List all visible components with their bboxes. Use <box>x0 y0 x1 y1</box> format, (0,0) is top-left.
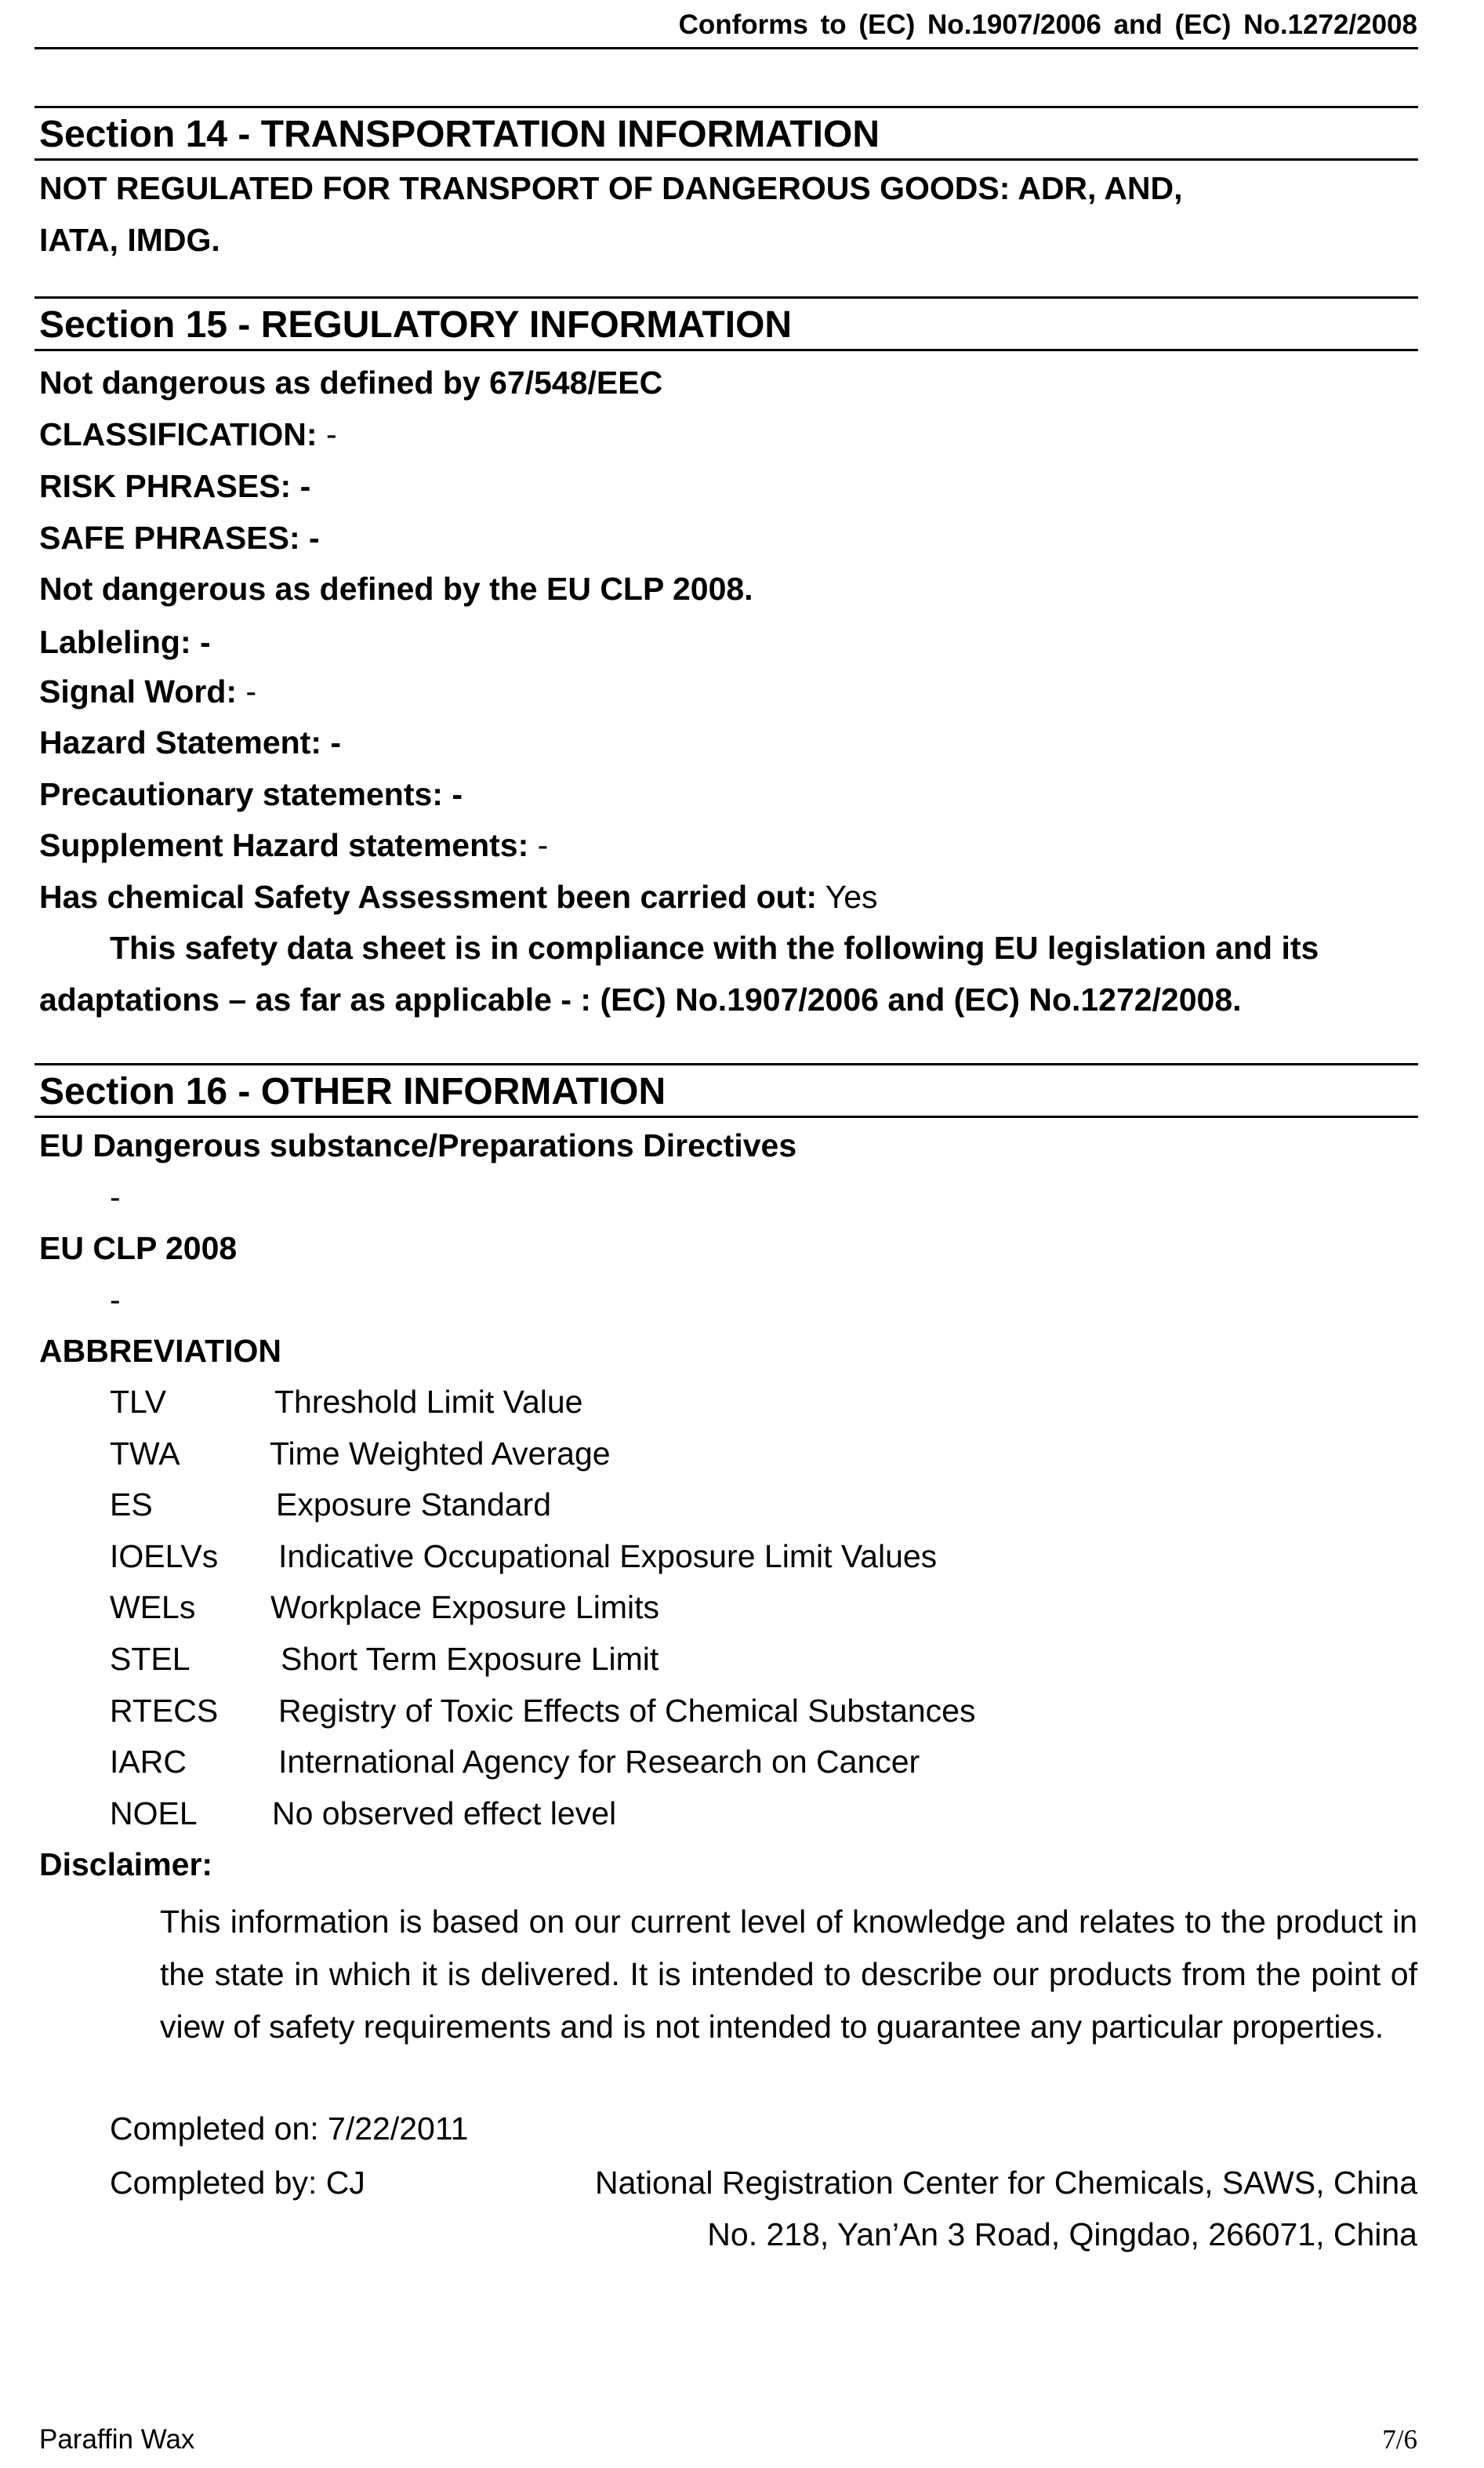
abbr-value: Threshold Limit Value <box>274 1384 583 1420</box>
section15-bottom-rule <box>34 349 1418 351</box>
section15-top-rule <box>34 296 1418 299</box>
section14-bottom-rule <box>34 158 1418 161</box>
abbr-value: Exposure Standard <box>276 1486 552 1523</box>
section16-bottom-rule <box>34 1116 1418 1118</box>
disclaimer-text: This information is based on our current level of knowledge and relates to the product in the state in which it is delivered. It is intended to describe our products from the point of view of safety requirements and is not intended to guarantee any particular properties. <box>160 1904 1417 2045</box>
compliance-line1: This safety data sheet is in compliance with the following EU legislation and its <box>110 930 1319 966</box>
footer-page-number: 7/6 <box>1382 2424 1417 2455</box>
section15-title: Section 15 - REGULATORY INFORMATION <box>39 304 793 346</box>
section16-top-rule <box>34 1063 1418 1065</box>
abbreviation-heading: ABBREVIATION <box>39 1333 282 1369</box>
center-address: No. 218, Yan’An 3 Road, Qingdao, 266071, China <box>707 2216 1417 2252</box>
not-dangerous-clp: Not dangerous as defined by the EU CLP 2008. <box>39 571 753 607</box>
abbr-value: No observed effect level <box>272 1795 617 1831</box>
classification-value: - <box>317 416 337 452</box>
section14-top-rule <box>34 106 1418 108</box>
abbr-value: Time Weighted Average <box>270 1435 611 1472</box>
conformity-header: Conforms to (EC) No.1907/2006 and (EC) No.1272/2008 <box>678 9 1417 40</box>
header-rule <box>34 47 1418 49</box>
not-dangerous-eec: Not dangerous as defined by 67/548/EEC <box>39 365 663 401</box>
eu-clp-value: - <box>110 1282 121 1318</box>
labeling: Lableling: - <box>39 624 211 660</box>
eu-clp: EU CLP 2008 <box>39 1230 238 1266</box>
assessment-value: Yes <box>817 879 878 915</box>
classification-line <box>39 416 337 453</box>
assessment-label: Has chemical Safety Assessment been carried out: <box>39 879 818 915</box>
abbr-value: Short Term Exposure Limit <box>281 1641 659 1677</box>
center-name: National Registration Center for Chemicals, SAWS, China <box>595 2165 1417 2201</box>
abbr-key: IARC <box>110 1744 187 1780</box>
compliance-line2: adaptations – as far as applicable - : (EC) No.1907/2006 and (EC) No.1272/2008. <box>39 982 1242 1018</box>
signal-word-value: - <box>237 673 257 710</box>
assessment-line <box>39 879 878 916</box>
signal-word-line <box>39 673 256 710</box>
supplement-label: Supplement Hazard statements: <box>39 827 529 863</box>
section14-line2: IATA, IMDG. <box>39 222 220 258</box>
eu-directives-value: - <box>110 1179 121 1215</box>
abbr-key: TLV <box>110 1384 167 1420</box>
abbr-value: Registry of Toxic Effects of Chemical Substances <box>278 1693 976 1729</box>
signal-word-label: Signal Word: <box>39 673 238 710</box>
abbr-key: STEL <box>110 1641 190 1677</box>
abbr-key: TWA <box>110 1435 180 1472</box>
abbr-key: NOEL <box>110 1795 198 1831</box>
section16-title: Section 16 - OTHER INFORMATION <box>39 1071 666 1112</box>
hazard-statement: Hazard Statement: - <box>39 724 342 760</box>
classification-label: CLASSIFICATION: <box>39 416 317 452</box>
risk-phrases: RISK PHRASES: - <box>39 468 311 504</box>
abbr-key: IOELVs <box>110 1538 219 1574</box>
completed-on: Completed on: 7/22/2011 <box>110 2111 469 2147</box>
abbr-key: RTECS <box>110 1693 219 1729</box>
section14-line1: NOT REGULATED FOR TRANSPORT OF DANGEROUS GOODS: ADR, AND, <box>39 170 1183 206</box>
abbr-value: Indicative Occupational Exposure Limit Values <box>278 1538 938 1574</box>
completed-by: Completed by: CJ <box>110 2165 365 2201</box>
abbr-key: WELs <box>110 1589 196 1625</box>
abbr-key: ES <box>110 1486 153 1523</box>
precautionary-statements: Precautionary statements: - <box>39 776 463 812</box>
footer-product: Paraffin Wax <box>39 2424 195 2455</box>
safe-phrases: SAFE PHRASES: - <box>39 520 320 556</box>
section14-title: Section 14 - TRANSPORTATION INFORMATION <box>39 114 880 155</box>
supplement-value: - <box>528 827 549 863</box>
disclaimer-heading: Disclaimer: <box>39 1846 213 1882</box>
abbr-value: International Agency for Research on Cancer <box>278 1744 920 1780</box>
eu-directives: EU Dangerous substance/Preparations Directives <box>39 1127 797 1163</box>
supplement-line <box>39 827 548 864</box>
abbr-value: Workplace Exposure Limits <box>270 1589 659 1625</box>
